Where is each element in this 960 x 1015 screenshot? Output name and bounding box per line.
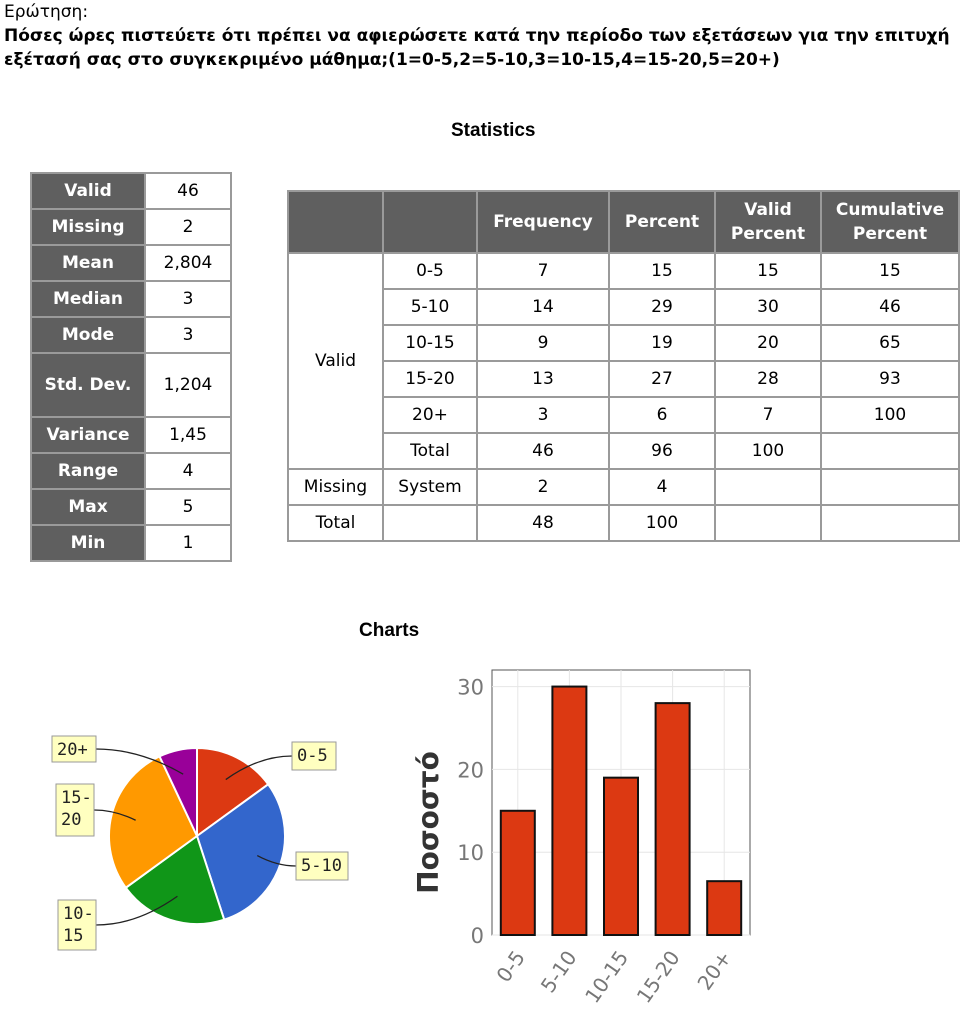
x-tick-label: 0-5: [491, 946, 530, 987]
statistics-label: Max: [31, 489, 145, 525]
statistics-value: 46: [145, 173, 231, 209]
x-tick-label: 5-10: [535, 946, 582, 998]
cell-vpct: 28: [715, 361, 821, 397]
cell-group: Total: [288, 505, 383, 541]
statistics-table: [30, 172, 232, 562]
statistics-value: 3: [145, 317, 231, 353]
cell-pct: 19: [609, 325, 715, 361]
statistics-title: Statistics: [451, 120, 536, 141]
header-frequency: Frequency: [477, 191, 609, 253]
statistics-row: [31, 281, 231, 317]
cell-cat: 5-10: [383, 289, 477, 325]
statistics-row: [31, 245, 231, 281]
cell-pct: 29: [609, 289, 715, 325]
cell-freq: 14: [477, 289, 609, 325]
statistics-value: 4: [145, 453, 231, 489]
y-tick-label: 10: [457, 841, 484, 866]
pie-label-10-15: 10-15: [63, 904, 94, 946]
y-tick-label: 30: [457, 675, 484, 700]
cell-cpct: 100: [821, 397, 959, 433]
statistics-row: [31, 489, 231, 525]
bar-15-20: [656, 703, 690, 935]
statistics-value: 1: [145, 525, 231, 561]
statistics-value: 2: [145, 209, 231, 245]
header-blank-1: [288, 191, 383, 253]
frequency-row: [288, 253, 959, 289]
header-percent: Percent: [609, 191, 715, 253]
cell-cpct: 15: [821, 253, 959, 289]
cell-freq: 46: [477, 433, 609, 469]
frequency-header-row: [288, 191, 959, 253]
charts-title: Charts: [359, 620, 420, 641]
statistics-label: Std. Dev.: [31, 353, 145, 417]
statistics-value: 2,804: [145, 245, 231, 281]
statistics-value: 1,204: [145, 353, 231, 417]
cell-cat: 20+: [383, 397, 477, 433]
statistics-row: [31, 173, 231, 209]
statistics-label: Missing: [31, 209, 145, 245]
cell-freq: 48: [477, 505, 609, 541]
x-tick-label: 10-15: [580, 946, 634, 1008]
pie-label-20+: 20+: [57, 740, 88, 760]
group-valid: Valid: [288, 253, 383, 469]
cell-cpct: 93: [821, 361, 959, 397]
bar-10-15: [604, 778, 638, 935]
cell-pct: 4: [609, 469, 715, 505]
statistics-row: [31, 453, 231, 489]
pie-label-5-10: 5-10: [301, 856, 342, 876]
statistics-label: Median: [31, 281, 145, 317]
frequency-row-total: [288, 505, 959, 541]
cell-pct: 100: [609, 505, 715, 541]
cell-freq: 13: [477, 361, 609, 397]
y-tick-label: 20: [457, 758, 484, 783]
cell-cpct: [821, 505, 959, 541]
header-valid-percent: Valid Percent: [715, 191, 821, 253]
cell-cat: Total: [383, 433, 477, 469]
cell-cat: System: [383, 469, 477, 505]
frequency-row: [288, 361, 959, 397]
statistics-row: [31, 525, 231, 561]
statistics-row: [31, 317, 231, 353]
x-tick-label: 15-20: [631, 946, 685, 1008]
statistics-value: 1,45: [145, 417, 231, 453]
bar-0-5: [501, 811, 535, 935]
statistics-value: 3: [145, 281, 231, 317]
bar-5-10: [552, 687, 586, 935]
frequency-row: [288, 433, 959, 469]
y-axis-label: Ποσοστό: [412, 751, 445, 894]
statistics-label: Min: [31, 525, 145, 561]
bar-chart: [400, 660, 760, 1010]
statistics-label: Valid: [31, 173, 145, 209]
question-label: Ερώτηση:: [4, 2, 89, 22]
frequency-row: [288, 325, 959, 361]
cell-vpct: [715, 469, 821, 505]
statistics-label: Mean: [31, 245, 145, 281]
statistics-label: Variance: [31, 417, 145, 453]
cell-cpct: [821, 469, 959, 505]
cell-vpct: 15: [715, 253, 821, 289]
cell-pct: 15: [609, 253, 715, 289]
cell-vpct: 20: [715, 325, 821, 361]
header-cumulative-percent: Cumulative Percent: [821, 191, 959, 253]
pie-label-0-5: 0-5: [297, 746, 328, 766]
statistics-label: Mode: [31, 317, 145, 353]
pie-chart: [40, 720, 360, 960]
frequency-row: [288, 289, 959, 325]
cell-cpct: [821, 433, 959, 469]
cell-freq: 3: [477, 397, 609, 433]
cell-freq: 7: [477, 253, 609, 289]
cell-cpct: 65: [821, 325, 959, 361]
statistics-row: [31, 417, 231, 453]
cell-pct: 96: [609, 433, 715, 469]
bar-20+: [707, 881, 741, 935]
cell-cat: [383, 505, 477, 541]
cell-pct: 6: [609, 397, 715, 433]
frequency-row-missing: [288, 469, 959, 505]
y-tick-label: 0: [470, 924, 484, 948]
frequency-table: [287, 190, 960, 542]
cell-freq: 2: [477, 469, 609, 505]
statistics-row: [31, 209, 231, 245]
statistics-label: Range: [31, 453, 145, 489]
cell-vpct: [715, 505, 821, 541]
header-blank-2: [383, 191, 477, 253]
question-text: Πόσες ώρες πιστεύετε ότι πρέπει να αφιερώσετε κατά την περίοδο των εξετάσεων για την επιτυχή εξέτασή σας στο συγκεκριμένο μάθημα;(1=0-5,2=5-10,3=10-15,4=15-20,5=20+): [4, 26, 950, 70]
cell-pct: 27: [609, 361, 715, 397]
cell-vpct: 100: [715, 433, 821, 469]
statistics-value: 5: [145, 489, 231, 525]
cell-vpct: 30: [715, 289, 821, 325]
frequency-row: [288, 397, 959, 433]
cell-cat: 15-20: [383, 361, 477, 397]
pie-label-15-20: 15-20: [61, 788, 92, 830]
cell-cat: 0-5: [383, 253, 477, 289]
x-tick-label: 20+: [692, 946, 737, 995]
cell-freq: 9: [477, 325, 609, 361]
cell-group: Missing: [288, 469, 383, 505]
statistics-row: [31, 353, 231, 417]
cell-cpct: 46: [821, 289, 959, 325]
cell-vpct: 7: [715, 397, 821, 433]
cell-cat: 10-15: [383, 325, 477, 361]
